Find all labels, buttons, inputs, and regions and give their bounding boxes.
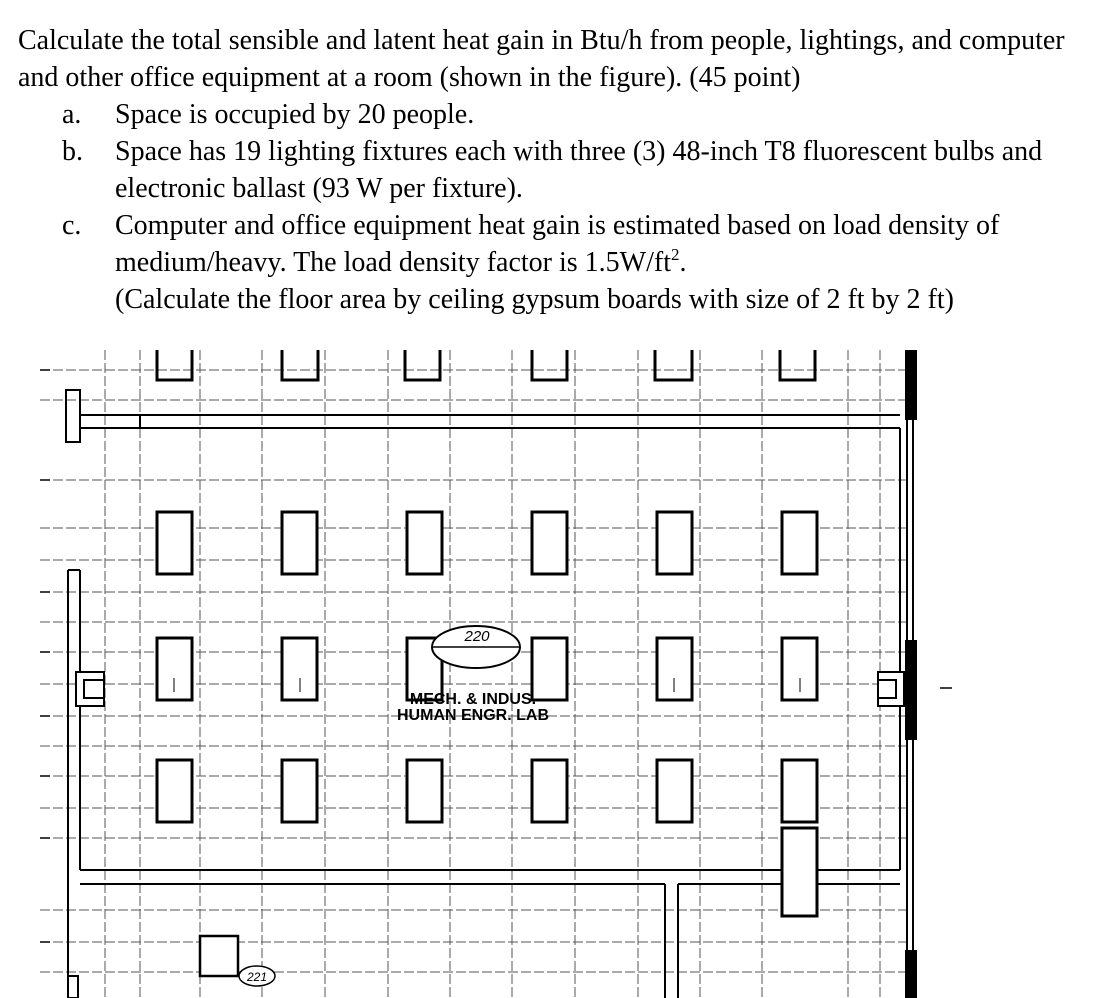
problem-intro: Calculate the total sensible and latent heat gain in Btu/h from people, lightings, and computer and other office equipment at a room (shown in the figure). (45 point) — [18, 25, 1065, 93]
problem-item-c — [18, 207, 1088, 281]
problem-item-list — [18, 96, 1088, 281]
item-marker-b: b. — [62, 136, 83, 167]
item-marker-a: a. — [62, 99, 82, 130]
problem-item-a — [18, 96, 1088, 133]
room-tag-220 — [432, 626, 520, 668]
left-edge-ticks — [40, 370, 50, 942]
item-text-a: Space is occupied by 20 people. — [115, 99, 475, 130]
room-name-line2: HUMAN ENGR. LAB — [397, 707, 549, 724]
room-number-220: 220 — [464, 628, 490, 645]
problem-note: (Calculate the floor area by ceiling gypsum boards with size of 2 ft by 2 ft) — [115, 284, 954, 315]
item-text-c: Computer and office equipment heat gain is estimated based on load density of medium/heavy. The load density factor is 1.5W/ft — [115, 210, 1000, 278]
room-number-221: 221 — [246, 970, 268, 984]
item-marker-c: c. — [62, 210, 82, 241]
floor-plan-drawing — [0, 350, 1100, 998]
room-tag-221 — [200, 936, 275, 986]
ft-squared-exponent: 2 — [670, 245, 680, 264]
item-text-b: Space has 19 lighting fixtures each with three (3) 48-inch T8 fluorescent bulbs and electronic ballast (93 W per fixture). — [115, 136, 1043, 204]
corridor-light-fixtures — [157, 350, 815, 380]
fixture-center-lines — [174, 678, 800, 692]
problem-item-b — [18, 133, 1088, 207]
item-text-c-end: . — [679, 247, 687, 278]
problem-statement — [18, 22, 1088, 318]
room-name-line1: MECH. & INDUS. — [409, 691, 537, 708]
